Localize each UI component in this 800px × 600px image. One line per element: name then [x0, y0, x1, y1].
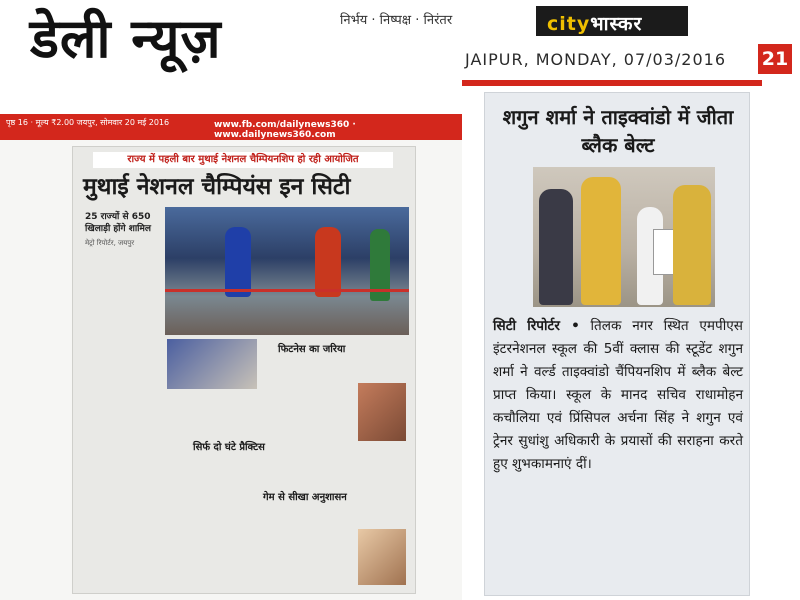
logo-city-word: city	[547, 13, 591, 35]
muay-thai-article	[72, 146, 416, 594]
masthead-tagline: निर्भय · निष्पक्ष · निरंतर	[340, 13, 453, 28]
person-figure	[539, 189, 573, 305]
award-ceremony-photo	[533, 167, 715, 307]
blue-fighter-figure	[225, 227, 251, 297]
header-rule	[462, 80, 762, 86]
article-headline: मुथाई नेशनल चैम्पियंस इन सिटी	[83, 174, 351, 200]
girl-fighter-photo	[358, 529, 406, 585]
taekwondo-article	[484, 92, 750, 596]
page-number-badge: 21	[758, 44, 792, 74]
dateline: JAIPUR, MONDAY, 07/03/2016	[465, 50, 727, 69]
ring-rope	[165, 289, 409, 292]
city-bhaskar-logo-text	[547, 10, 642, 36]
boxing-match-photo	[165, 207, 409, 335]
newspaper-url: www.fb.com/dailynews360 · www.dailynews360.com	[214, 120, 356, 140]
article-headline: शगुन शर्मा ने ताइक्वांडो में जीता ब्लैक बेल्ट	[502, 105, 734, 157]
section-heading-discipline: गेम से सीखा अनुशासन	[263, 492, 347, 503]
section-heading-practice: सिर्फ दो घंटे प्रैक्टिस	[193, 442, 265, 453]
masthead-title: डेली न्यूज़	[30, 7, 222, 70]
article-text-column	[83, 251, 161, 587]
fighter-portrait-photo	[358, 383, 406, 441]
red-fighter-figure	[315, 227, 341, 297]
logo-bhaskar-word: भास्कर	[590, 13, 643, 35]
person-figure	[673, 185, 711, 305]
article-kicker: राज्य में पहली बार मुथाई नेशनल चैम्पियनशिप हो रही आयोजित	[93, 152, 393, 168]
article-byline: सिटी रिपोर्टर •	[493, 318, 580, 334]
article-text-column	[261, 355, 355, 485]
article-text-column	[261, 503, 355, 587]
article-text: तिलक नगर स्थित एमपीएस इंटरनेशनल स्कूल की 5वीं क्लास की स्टूडेंट शगुन शर्मा ने वर्ल्ड ताइक्वांडो चैंपियनशिप में ब्लैक बेल्ट प्राप्त किया। स्कूल के मानद सचिव राधामोहन कचौलिया एवं प्रिंसिपल अर्चना सिंह ने शगुन एवं ट्रेनर सुधांशु अधिकारी के प्रयासों की सराहना करते हुए शुभकामनाएं दीं।	[493, 318, 743, 472]
young-fighters-photo	[167, 339, 257, 389]
article-text-column	[167, 453, 257, 587]
article-body	[493, 315, 743, 476]
section-heading-fitness: फिटनेस का जरिया	[278, 344, 346, 355]
article-byline: मेट्रो रिपोर्टर, जयपुर	[85, 239, 135, 247]
article-subhead: 25 राज्यों से 650 खिलाड़ी होंगे शामिल	[85, 212, 151, 234]
edition-info: पृष्ठ 16 · मूल्य ₹2.00 जयपुर, सोमवार 20 मई 2016	[6, 118, 170, 127]
person-figure	[581, 177, 621, 305]
